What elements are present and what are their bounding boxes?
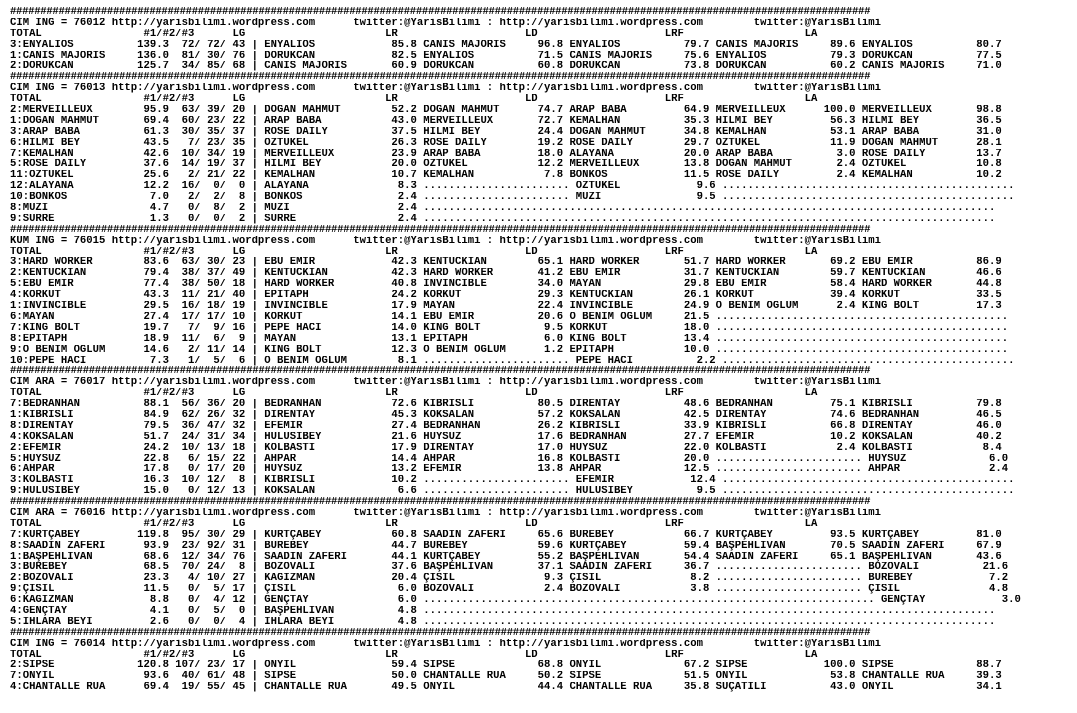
race-header-line: KUM ING = 76015 http://yarisbilimi.wordpress.com twitter:@YarisBilimi : http://yarisbilimi.wordpress.com twitter:@YarisBilimi: [10, 235, 881, 247]
data-row: 6:MAYAN 27.4 17/ 17/ 10 | KORKUT 14.1 EBU EMİR 20.6 O BENİM OĞLUM 21.5 ..............................................: [10, 311, 1009, 323]
data-row: 5:HUYSUZ 22.8 6/ 15/ 22 | AHPAR 14.4 AHPAR 16.8 KOLBASTI 20.0 ....................... HUYSUZ 6.0: [10, 453, 1009, 465]
data-row: 1:CANIS MAJORIS 136.0 81/ 30/ 76 | DORUKCAN 82.5 ENYALIOS 71.5 CANIS MAJORIS 75.6 ENYALIOS 79.3 DORUKCAN 77.5: [10, 50, 1002, 62]
race-header-line: CIM ING = 76014 http://yarisbilimi.wordpress.com twitter:@YarisBilimi : http://yarisbilimi.wordpress.com twitter:@YarisBilimi: [10, 638, 881, 650]
data-row: 7:ONYIL 93.6 40/ 61/ 48 | SİPSE 50.0 CHANTALLE RUA 50.2 SİPSE 51.5 ONYIL 53.8 CHANTALLE RUA 39.3: [10, 671, 1002, 683]
data-row: 2:KENTUCKIAN 79.4 38/ 37/ 49 | KENTUCKIAN 42.3 HARD WORKER 41.2 EBU EMİR 31.7 KENTUCKIAN 59.7 KENTUCKIAN 46.6: [10, 268, 1002, 280]
race-header-line: CIM ING = 76012 http://yarisbilimi.wordpress.com twitter:@YarisBilimi : http://yarisbilimi.wordpress.com twitter:@YarisBilimi: [10, 17, 881, 29]
data-row: 5:EBU EMİR 77.4 38/ 50/ 18 | HARD WORKER 40.8 INVINCIBLE 34.0 MAYAN 29.8 EBU EMİR 58.4 HARD WORKER 44.8: [10, 279, 1002, 291]
data-row: 12:ALAYANA 12.2 16/ 0/ 0 | ALAYANA 8.3 ....................... ÖZTÜKEL 9.6 ..............................................: [10, 181, 1015, 193]
data-row: 7:KING BOLT 19.7 7/ 9/ 16 | PEPE HACI 14.0 KING BOLT 9.5 KORKUT 18.0 ..............................................: [10, 322, 1009, 334]
data-row: 4:KÖKSALAN 51.7 24/ 31/ 34 | HULUSİBEY 21.6 HUYSUZ 17.6 BEDRANHAN 27.7 EFEMİR 10.2 KÖKSALAN 40.2: [10, 431, 1002, 443]
data-row: 1:BAŞPEHLİVAN 68.6 12/ 34/ 76 | SAADİN ZAFERİ 44.1 KURTÇABEY 55.2 BAŞPEHLİVAN 54.4 SAADİN ZAFERİ 65.1 BAŞPEHLİVAN 43.6: [10, 551, 1002, 563]
data-row: 6:AHPAR 17.8 0/ 17/ 20 | HUYSUZ 13.2 EFEMİR 13.8 AHPAR 12.5 ....................... AHPAR 2.4: [10, 464, 1009, 476]
data-row: 9:HULUSİBEY 15.0 0/ 12/ 13 | KÖKSALAN 6.6 ....................... HULUSİBEY 9.5 ..............................................: [10, 486, 1015, 498]
data-row: 4:KORKUT 43.3 11/ 21/ 40 | EPITAPH 24.2 KORKUT 29.3 KENTUCKIAN 26.1 KORKUT 39.4 KORKUT 33.5: [10, 290, 1002, 302]
column-header-row: TOTAL #1/#2/#3 LG LR LD LRF LA: [10, 28, 818, 40]
data-row: 2:SİPSE 120.8 107/ 23/ 17 | ONYIL 59.4 SİPSE 68.8 ONYIL 67.2 SİPSE 100.0 SİPSE 88.7: [10, 660, 1002, 672]
data-row: 8:MUZİ 4.7 0/ 8/ 2 | MUZİ 2.4 ..........................................................................................: [10, 203, 996, 214]
data-row: 8:SAADİN ZAFERİ 93.9 23/ 92/ 31 | BÜREBEY 44.7 BÜREBEY 59.6 KURTÇABEY 59.4 BAŞPEHLİVAN 70.5 SAADİN ZAFERİ 67.9: [10, 540, 1002, 552]
column-header-row: TOTAL #1/#2/#3 LG LR LD LRF LA: [10, 388, 818, 400]
data-row: 5:ROSE DAILY 37.6 14/ 19/ 37 | HİLMİ BEY 20.0 ÖZTÜKEL 12.2 MERVEILLEUX 13.8 DOĞAN MAHMUT 2.4 ÖZTÜKEL 10.8: [10, 159, 1002, 171]
separator-line: ##############################################################################################################################################: [10, 224, 871, 236]
column-header-row: TOTAL #1/#2/#3 LG LR LD LRF LA: [10, 518, 818, 530]
race-header-line: CIM ARA = 76016 http://yarisbilimi.wordpress.com twitter:@YarisBilimi : http://yarisbilimi.wordpress.com twitter:@YarisBilimi: [10, 507, 881, 519]
column-header-row: TOTAL #1/#2/#3 LG LR LD LRF LA: [10, 94, 818, 106]
data-row: 9:SÜRRE 1.3 0/ 0/ 2 | SÜRRE 2.4 ..........................................................................................: [10, 213, 996, 225]
data-row: 7:KURTÇABEY 119.8 95/ 30/ 29 | KURTÇABEY 60.8 SAADİN ZAFERİ 65.6 BÜREBEY 66.7 KURTÇABEY 93.5 KURTÇABEY 81.0: [10, 529, 1002, 541]
separator-line: ##############################################################################################################################################: [10, 627, 871, 639]
data-row: 9:O BENİM OĞLUM 14.6 2/ 11/ 14 | KING BOLT 12.3 O BENİM OĞLUM 1.2 EPITAPH 10.0 ..............................................: [10, 344, 1009, 356]
data-row: 3:ENYALIOS 139.3 72/ 72/ 43 | ENYALIOS 85.8 CANIS MAJORIS 96.8 ENYALIOS 79.7 CANIS MAJORIS 89.6 ENYALIOS 80.7: [10, 39, 1002, 51]
race-header-line: CIM ARA = 76017 http://yarisbilimi.wordpress.com twitter:@YarisBilimi : http://yarisbilimi.wordpress.com twitter:@YarisBilimi: [10, 377, 881, 389]
data-row: 5:IHLARA BEYİ 2.6 0/ 0/ 4 | IHLARA BEYİ 4.8 ..........................................................................................: [10, 616, 996, 628]
data-row: 3:KOLBASTI 16.3 10/ 12/ 8 | KIBRISLI 10.2 ....................... EFEMİR 12.4 ..............................................: [10, 475, 1015, 487]
column-header-row: TOTAL #1/#2/#3 LG LR LD LRF LA: [10, 649, 818, 661]
separator-line: ##############################################################################################################################################: [10, 72, 871, 84]
data-row: 1:KIBRISLI 84.9 62/ 26/ 32 | DİRENTAY 45.3 KÖKSALAN 57.2 KÖKSALAN 42.5 DİRENTAY 74.6 BEDRANHAN 46.5: [10, 409, 1002, 421]
race-header-line: CIM ING = 76013 http://yarisbilimi.wordpress.com twitter:@YarisBilimi : http://yarisbilimi.wordpress.com twitter:@YarisBilimi: [10, 83, 881, 95]
data-row: 7:KEMALHAN 42.6 10/ 34/ 19 | MERVEILLEUX 23.9 ARAP BABA 18.0 ALAYANA 20.0 ARAP BABA 3.0 ROSE DAILY 13.7: [10, 148, 1002, 160]
data-row: 1:INVINCIBLE 29.5 16/ 18/ 19 | INVINCIBLE 17.9 MAYAN 22.4 INVINCIBLE 24.9 O BENİM OĞLUM 2.4 KING BOLT 17.3: [10, 301, 1002, 312]
data-row: 3:ARAP BABA 61.3 30/ 35/ 37 | ROSE DAILY 37.5 HİLMİ BEY 24.4 DOĞAN MAHMUT 34.8 KEMALHAN 53.1 ARAP BABA 31.0: [10, 126, 1002, 138]
data-row: 2:MERVEILLEUX 95.9 63/ 39/ 20 | DOĞAN MAHMUT 52.2 DOĞAN MAHMUT 74.7 ARAP BABA 64.9 MERVEILLEUX 100.0 MERVEILLEUX 98.8: [10, 105, 1002, 116]
data-row: 2:BOZOVALI 23.3 4/ 10/ 27 | KAĞIZMAN 20.4 ÇİSİL 9.3 ÇİSİL 8.2 ....................... BÜREBEY 7.2: [10, 573, 1009, 585]
data-row: 8:DİRENTAY 79.5 36/ 47/ 32 | EFEMİR 27.4 BEDRANHAN 26.2 KIBRISLI 33.9 KIBRISLI 66.8 DİRENTAY 46.0: [10, 420, 1002, 432]
data-row: 2:EFEMİR 24.2 10/ 13/ 18 | KOLBASTI 17.9 DİRENTAY 17.0 HUYSUZ 22.0 KOLBASTI 2.4 KOLBASTI 8.4: [10, 442, 1002, 454]
data-row: 7:BEDRANHAN 88.1 56/ 36/ 20 | BEDRANHAN 72.6 KIBRISLI 80.5 DİRENTAY 48.6 BEDRANHAN 75.1 KIBRISLI 79.8: [10, 399, 1002, 410]
data-row: 4:CHANTALLE RUA 69.4 19/ 55/ 45 | CHANTALLE RUA 49.5 ONYIL 44.4 CHANTALLE RUA 35.8 SUÇATILI 43.0 ONYIL 34.1: [10, 682, 1002, 694]
data-row: 10:BONKOS 7.0 2/ 2/ 8 | BONKOS 2.4 ....................... MUZİ 9.5 ..............................................: [10, 192, 1015, 204]
data-row: 9:ÇİSİL 11.5 0/ 5/ 17 | ÇİSİL 6.0 BOZOVALI 2.4 BOZOVALI 3.8 ....................... ÇİSİL 4.8: [10, 584, 1009, 596]
data-row: 4:GENÇTAY 4.1 0/ 5/ 0 | BAŞPEHLİVAN 4.8 ..........................................................................................: [10, 605, 996, 617]
data-row: 6:HİLMİ BEY 43.5 7/ 23/ 35 | ÖZTÜKEL 26.3 ROSE DAILY 19.2 ROSE DAILY 29.7 ÖZTÜKEL 11.9 DOĞAN MAHMUT 28.1: [10, 137, 1002, 149]
data-row: 8:EPITAPH 18.9 11/ 6/ 9 | MAYAN 13.1 EPITAPH 6.0 KING BOLT 13.4 ..............................................: [10, 333, 1009, 345]
data-row: 6:KAĞIZMAN 8.8 0/ 4/ 12 | GENÇTAY 6.0 ....................................................................... GENÇTAY 3.0: [10, 595, 1021, 606]
data-row: 3:HARD WORKER 83.6 63/ 30/ 23 | EBU EMİR 42.3 KENTUCKIAN 65.1 HARD WORKER 51.7 HARD WORKER 69.2 EBU EMİR 86.9: [10, 257, 1002, 269]
column-header-row: TOTAL #1/#2/#3 LG LR LD LRF LA: [10, 246, 818, 258]
separator-line: ##############################################################################################################################################: [10, 7, 871, 18]
data-row: 11:ÖZTÜKEL 25.6 2/ 21/ 22 | KEMALHAN 10.7 KEMALHAN 7.8 BONKOS 11.5 ROSE DAILY 2.4 KEMALHAN 10.2: [10, 170, 1002, 182]
data-row: 2:DORUKCAN 125.7 34/ 85/ 68 | CANIS MAJORIS 60.9 DORUKCAN 60.8 DORUKCAN 73.8 DORUKCAN 60.2 CANIS MAJORIS 71.0: [10, 61, 1002, 73]
race-stats-sheet: [10, 7, 1070, 693]
separator-line: ##############################################################################################################################################: [10, 366, 871, 378]
data-row: 10:PEPE HACI 7.3 1/ 5/ 6 | O BENİM OĞLUM 8.1 ....................... PEPE HACI 2.2 ..............................................: [10, 355, 1015, 367]
data-row: 3:BÜREBEY 68.5 70/ 24/ 8 | BOZOVALI 37.6 BAŞPEHLİVAN 37.1 SAADİN ZAFERİ 36.7 ....................... BOZOVALI 21.6: [10, 562, 1009, 574]
data-row: 1:DOĞAN MAHMUT 69.4 60/ 23/ 22 | ARAP BABA 43.0 MERVEILLEUX 72.7 KEMALHAN 35.3 HİLMİ BEY 56.3 HİLMİ BEY 36.5: [10, 115, 1002, 127]
separator-line: ##############################################################################################################################################: [10, 497, 871, 508]
